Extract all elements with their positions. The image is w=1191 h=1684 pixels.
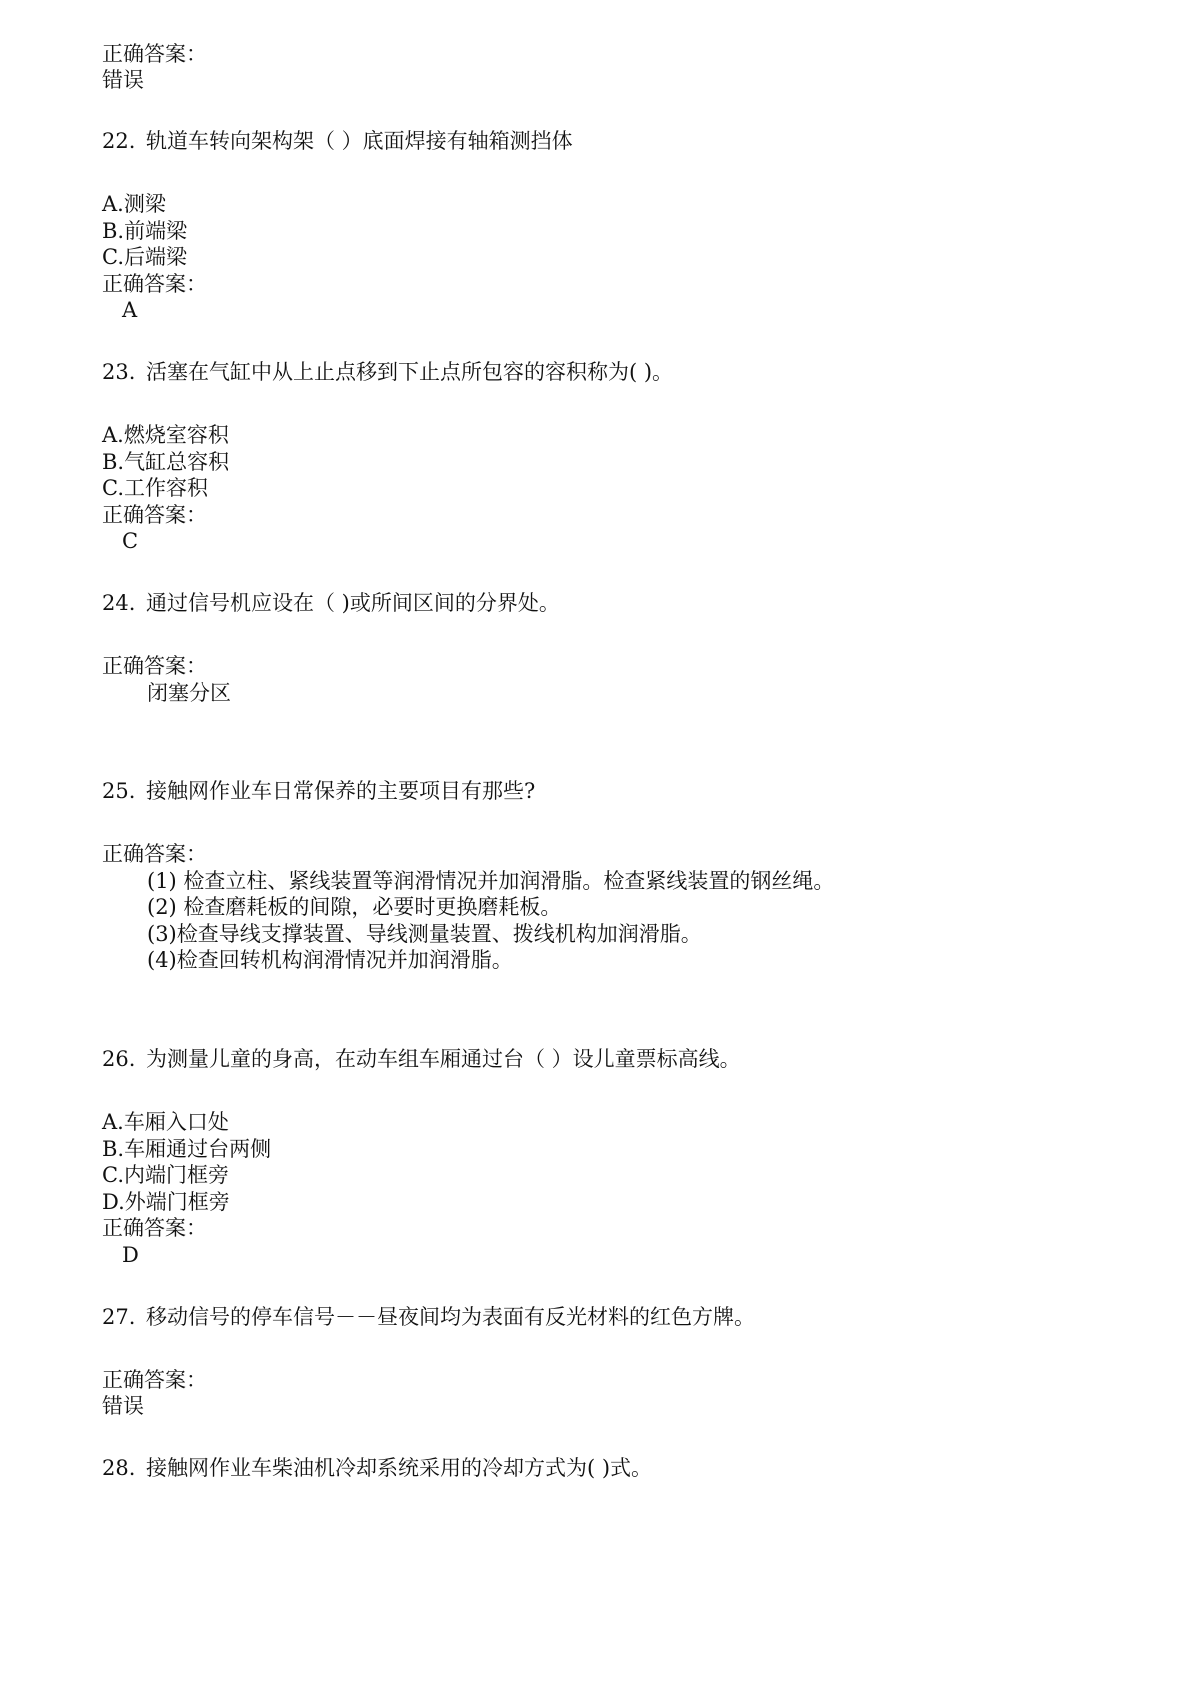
question-number: 28. xyxy=(102,1456,136,1480)
question-22 xyxy=(102,131,573,152)
question-26 xyxy=(102,1049,741,1070)
answer-label: 正确答案： xyxy=(102,272,207,296)
answer-line-2: (2) 检查磨耗板的间隙，必要时更换磨耗板。 xyxy=(147,895,562,919)
question-number: 27. xyxy=(102,1305,136,1329)
option-b: B.气缸总容积 xyxy=(102,450,230,474)
question-number: 22. xyxy=(102,129,136,153)
question-28 xyxy=(102,1458,652,1479)
answer-text: 错误 xyxy=(102,68,144,92)
answer-text: C xyxy=(122,529,139,553)
option-a: A.车厢入口处 xyxy=(102,1110,229,1134)
question-number: 24. xyxy=(102,591,136,615)
question-text: 为测量儿童的身高，在动车组车厢通过台（ ）设儿童票标高线。 xyxy=(146,1047,741,1071)
question-text: 通过信号机应设在（ )或所间区间的分界处。 xyxy=(146,591,560,615)
option-c: C.工作容积 xyxy=(102,476,208,500)
option-b: B.前端梁 xyxy=(102,219,188,243)
option-c: C.后端梁 xyxy=(102,245,187,269)
answer-label: 正确答案： xyxy=(102,1216,207,1240)
option-d: D.外端门框旁 xyxy=(102,1190,230,1214)
question-24 xyxy=(102,593,560,614)
question-text: 轨道车转向架构架（ ）底面焊接有轴箱测挡体 xyxy=(146,129,573,153)
answer-text: 闭塞分区 xyxy=(147,681,231,705)
option-b: B.车厢通过台两侧 xyxy=(102,1137,272,1161)
answer-text: D xyxy=(122,1243,139,1267)
question-23 xyxy=(102,362,673,383)
option-a: A.燃烧室容积 xyxy=(102,423,229,447)
answer-line-3: (3)检查导线支撑装置、导线测量装置、拨线机构加润滑脂。 xyxy=(147,922,702,946)
answer-text: 错误 xyxy=(102,1394,144,1418)
answer-label: 正确答案： xyxy=(102,42,207,66)
question-25 xyxy=(102,781,535,802)
answer-line-4: (4)检查回转机构润滑情况并加润滑脂。 xyxy=(147,948,513,972)
question-text: 接触网作业车柴油机冷却系统采用的冷却方式为( )式。 xyxy=(146,1456,653,1480)
question-number: 25. xyxy=(102,779,136,803)
question-27 xyxy=(102,1307,755,1328)
answer-text: A xyxy=(122,298,138,322)
option-c: C.内端门框旁 xyxy=(102,1163,229,1187)
question-number: 23. xyxy=(102,360,136,384)
answer-label: 正确答案： xyxy=(102,654,207,678)
question-text: 移动信号的停车信号－－昼夜间均为表面有反光材料的红色方牌。 xyxy=(146,1305,755,1329)
answer-label: 正确答案： xyxy=(102,503,207,527)
option-a: A.测梁 xyxy=(102,192,166,216)
question-text: 接触网作业车日常保养的主要项目有那些? xyxy=(146,779,536,803)
answer-label: 正确答案： xyxy=(102,842,207,866)
question-text: 活塞在气缸中从上止点移到下止点所包容的容积称为( )。 xyxy=(146,360,674,384)
question-number: 26. xyxy=(102,1047,136,1071)
answer-line-1: (1) 检查立柱、紧线装置等润滑情况并加润滑脂。检查紧线装置的钢丝绳。 xyxy=(147,869,835,893)
answer-label: 正确答案： xyxy=(102,1368,207,1392)
